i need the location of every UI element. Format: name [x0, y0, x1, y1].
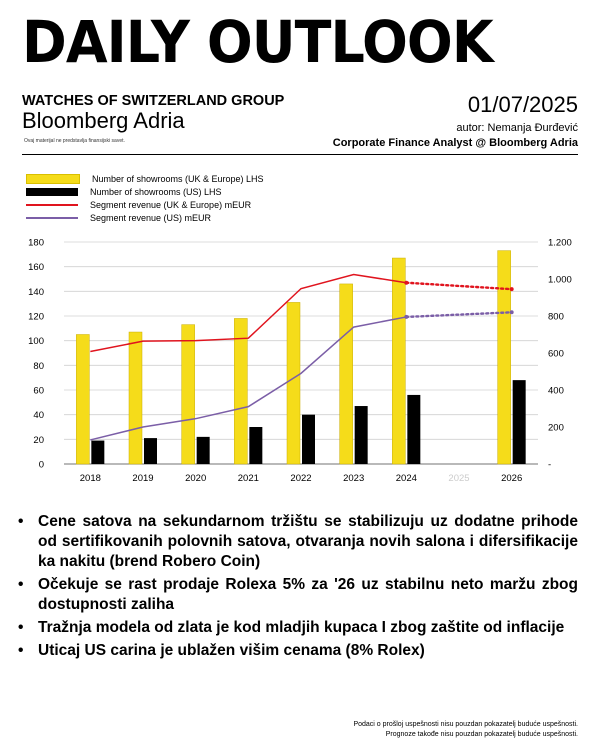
right-axis-tick-label: 200 — [548, 422, 564, 434]
legend-item-us-showrooms — [26, 185, 264, 198]
right-axis-tick-label: - — [548, 459, 552, 471]
header-divider — [22, 154, 578, 155]
company-name: WATCHES OF SWITZERLAND GROUP — [22, 93, 285, 109]
bar-uk-showrooms — [182, 325, 195, 464]
legend-label: Segment revenue (UK & Europe) mEUR — [90, 199, 252, 210]
left-axis-tick-label: 140 — [28, 286, 44, 298]
bar-us-showrooms — [355, 406, 368, 464]
bar-us-showrooms — [249, 427, 262, 464]
key-point: • Očekuje se rast prodaje Rolexa 5% za '26 uz stabilnu neto maržu zbog dostupnosti zaliha — [18, 575, 578, 615]
left-axis-tick-label: 80 — [33, 360, 44, 372]
bar-us-showrooms — [91, 441, 104, 464]
x-axis-tick-label: 2025 — [448, 473, 470, 484]
bar-us-showrooms — [144, 438, 157, 464]
right-axis-tick-label: 600 — [548, 348, 564, 360]
x-axis-tick-label: 2018 — [79, 473, 101, 484]
bar-uk-showrooms — [392, 258, 405, 464]
legend-item-uk-revenue — [26, 198, 264, 211]
legend-label: Segment revenue (US) mEUR — [90, 212, 212, 223]
footnote-forecasts: Prognoze takođe nisu pouzdan pokazatelj buduće uspešnosti. — [385, 731, 578, 738]
uk-revenue-point — [510, 287, 514, 291]
key-point: • Uticaj US carina je ublažen višim cenama (8% Rolex) — [18, 641, 578, 661]
x-axis-tick-label: 2022 — [290, 473, 312, 484]
x-axis-tick-label: 2021 — [237, 473, 259, 484]
x-axis-tick-label: 2020 — [185, 473, 207, 484]
disclaimer-note: Ovaj materijal ne predstavlja finansijski savet. — [24, 138, 125, 144]
bar-uk-showrooms — [129, 332, 142, 464]
bar-us-showrooms — [197, 437, 210, 464]
legend-item-us-revenue — [26, 211, 264, 224]
uk-revenue-forecast-line — [406, 283, 511, 289]
bar-us-showrooms — [302, 415, 315, 464]
us-revenue-point — [404, 315, 408, 319]
bar-uk-showrooms — [498, 251, 511, 464]
x-axis-tick-label: 2026 — [501, 473, 523, 484]
legend-swatch-black — [26, 188, 78, 196]
report-date: 01/07/2025 — [467, 92, 578, 117]
right-axis-tick-label: 1.000 — [548, 274, 572, 286]
x-axis-tick-label: 2024 — [395, 473, 417, 484]
key-point: • Tražnja modela od zlata je kod mladjih kupaca I zbog zaštite od inflacije — [18, 618, 578, 638]
x-axis-tick-label: 2019 — [132, 473, 154, 484]
bar-us-showrooms — [513, 380, 526, 464]
key-point: • Cene satova na sekundarnom tržištu se stabilizuju uz dodatne prihode od sertifikovanih polovnih satova, otvaranja novih salona i difersifikacije ka nakitu (brend Robero Coin) — [18, 512, 578, 572]
right-axis-tick-label: 1.200 — [548, 237, 572, 249]
legend-label: Number of showrooms (US) LHS — [90, 186, 222, 197]
left-axis-tick-label: 160 — [28, 262, 44, 274]
footnote-past-performance: Podaci o prošloj uspešnosti nisu pouzdan pokazatelj buduće uspešnosti. — [353, 721, 578, 728]
author-line: autor: Nemanja Đurđević — [456, 122, 578, 134]
legend-label: Number of showrooms (UK & Europe) LHS — [92, 173, 264, 184]
left-axis-tick-label: 20 — [33, 434, 44, 446]
combo-chart — [0, 230, 600, 492]
bar-us-showrooms — [407, 395, 420, 464]
legend-swatch-yellow — [26, 174, 80, 184]
left-axis-tick-label: 40 — [33, 410, 44, 422]
right-axis-tick-label: 400 — [548, 385, 564, 397]
key-points-list — [18, 512, 578, 664]
left-axis-tick-label: 100 — [28, 336, 44, 348]
right-axis-tick-label: 800 — [548, 311, 564, 323]
source-name: Bloomberg Adria — [22, 108, 185, 133]
bar-uk-showrooms — [340, 284, 353, 464]
page-title: DAILY OUTLOOK — [22, 8, 493, 76]
legend-swatch-red — [26, 204, 78, 206]
left-axis-tick-label: 120 — [28, 311, 44, 323]
left-axis-tick-label: 180 — [28, 237, 44, 249]
us-revenue-point — [510, 310, 514, 314]
left-axis-tick-label: 0 — [38, 459, 44, 471]
bar-uk-showrooms — [287, 302, 300, 464]
left-axis-tick-label: 60 — [33, 385, 44, 397]
x-axis-tick-label: 2023 — [343, 473, 365, 484]
chart-legend — [26, 172, 264, 224]
legend-swatch-purple — [26, 217, 78, 219]
bar-uk-showrooms — [234, 318, 247, 464]
legend-item-uk-showrooms — [26, 172, 264, 185]
bar-uk-showrooms — [76, 335, 89, 465]
author-role: Corporate Finance Analyst @ Bloomberg Adria — [332, 137, 578, 149]
uk-revenue-point — [404, 281, 408, 285]
